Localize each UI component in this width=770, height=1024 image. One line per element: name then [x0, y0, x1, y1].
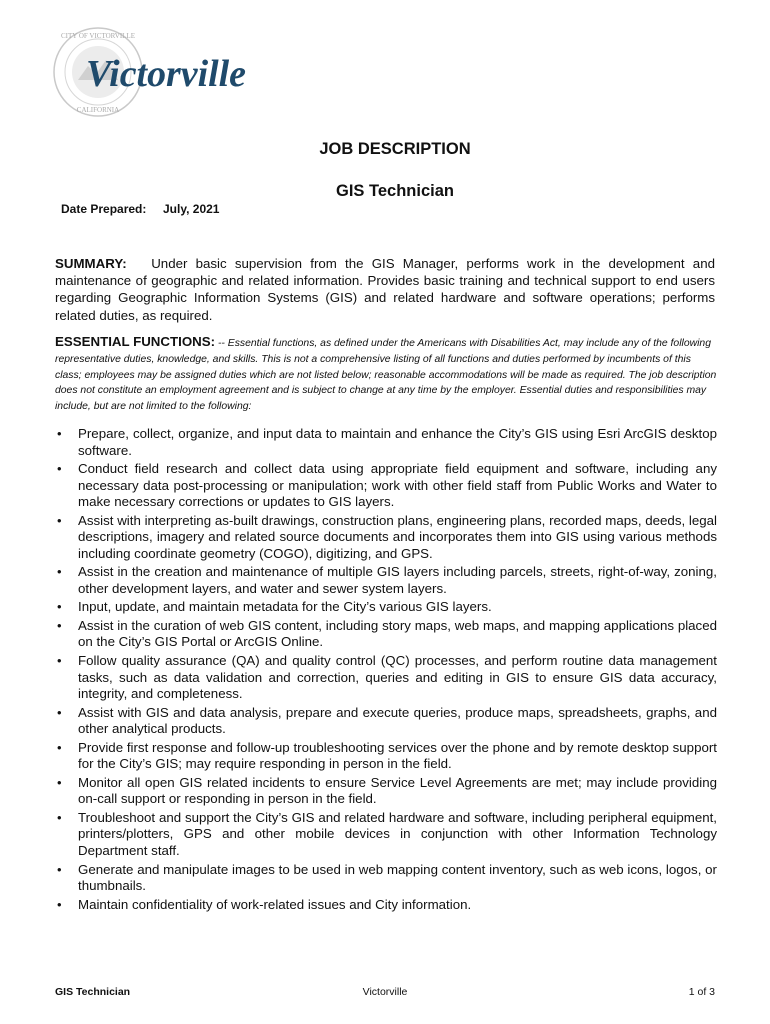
footer-city: Victorville	[362, 986, 408, 998]
list-item: • Provide first response and follow-up troubleshooting services over the phone and by remote desktop support for the City’s GIS; may require responding in person in the field.	[55, 740, 717, 773]
list-item: • Maintain confidentiality of work-related issues and City information.	[55, 897, 717, 914]
footer-job-title: GIS Technician	[55, 986, 131, 998]
job-title: GIS Technician	[336, 182, 454, 200]
list-item: • Input, update, and maintain metadata for the City’s various GIS layers.	[55, 599, 717, 616]
summary-label: SUMMARY:	[55, 256, 127, 271]
svg-text:CALIFORNIA: CALIFORNIA	[76, 106, 120, 114]
list-item: • Assist in the creation and maintenance of multiple GIS layers including parcels, streets, right-of-way, zoning, other development layers, and water and sewer system layers.	[55, 564, 717, 597]
svg-text:CITY OF VICTORVILLE: CITY OF VICTORVILLE	[61, 32, 135, 40]
essential-functions-section	[55, 334, 717, 415]
date-prepared-value: July, 2021	[163, 202, 220, 216]
essential-functions-label: ESSENTIAL FUNCTIONS:	[55, 334, 216, 349]
list-item: • Conduct field research and collect data using appropriate field equipment and software, including any necessary data post-processing or manipulation; work with other field staff from Public Works and Water to make necessary corrections or updates to GIS layers.	[55, 461, 717, 511]
victorville-logo	[50, 22, 250, 122]
list-item: • Assist with interpreting as-built drawings, construction plans, engineering plans, recorded maps, deeds, legal descriptions, imagery and related source documents and incorporates them into GIS using various methods including coordinate geometry (COGO), digitizing, and GPS.	[55, 513, 717, 563]
essential-functions-note: -- Essential functions, as defined under the Americans with Disabilities Act, may include any of the following representative duties, knowledge, and skills. This is not a comprehensive listing of all functions and duties performed by incumbents of this class; employees may be assigned duties which are not listed below; reasonable accommodations will be made as required. The job description does not constitute an employment agreement and is subject to change at any time by the employer. Essential duties and responsibilities may include, but are not limited to the following:	[55, 338, 717, 413]
list-item: • Assist in the curation of web GIS content, including story maps, web maps, and mapping applications placed on the City’s GIS Portal or ArcGIS Online.	[55, 618, 717, 651]
list-item: • Troubleshoot and support the City’s GIS and related hardware and software, including peripheral equipment, printers/plotters, GPS and other mobile devices in conjunction with other Information Technology Department staff.	[55, 810, 717, 860]
list-item: • Follow quality assurance (QA) and quality control (QC) processes, and perform routine data management tasks, such as data validation and correction, queries and editing in GIS to ensure GIS data accuracy, integrity, and completeness.	[55, 653, 717, 703]
summary-section	[55, 255, 715, 324]
duties-list	[55, 426, 717, 915]
list-item: • Prepare, collect, organize, and input data to maintain and enhance the City’s GIS using Esri ArcGIS desktop software.	[55, 426, 717, 459]
logo-wordmark: Victorville	[86, 53, 247, 95]
list-item: • Assist with GIS and data analysis, prepare and execute queries, produce maps, spreadsheets, graphs, and other analytical products.	[55, 705, 717, 738]
summary-text: Under basic supervision from the GIS Manager, performs work in the development and maintenance of geographic and related information. Provides basic training and technical support to end users regarding Geographic Information Systems (GIS) and related hardware and software operations; performs related duties, as required.	[55, 256, 715, 323]
document-heading: JOB DESCRIPTION	[319, 140, 471, 158]
date-prepared-label: Date Prepared:	[61, 202, 147, 216]
list-item: • Monitor all open GIS related incidents to ensure Service Level Agreements are met; may include providing on-call support or responding in person in the field.	[55, 775, 717, 808]
list-item: • Generate and manipulate images to be used in web mapping content inventory, such as web icons, logos, or thumbnails.	[55, 862, 717, 895]
footer-page-number: 1 of 3	[688, 986, 715, 998]
